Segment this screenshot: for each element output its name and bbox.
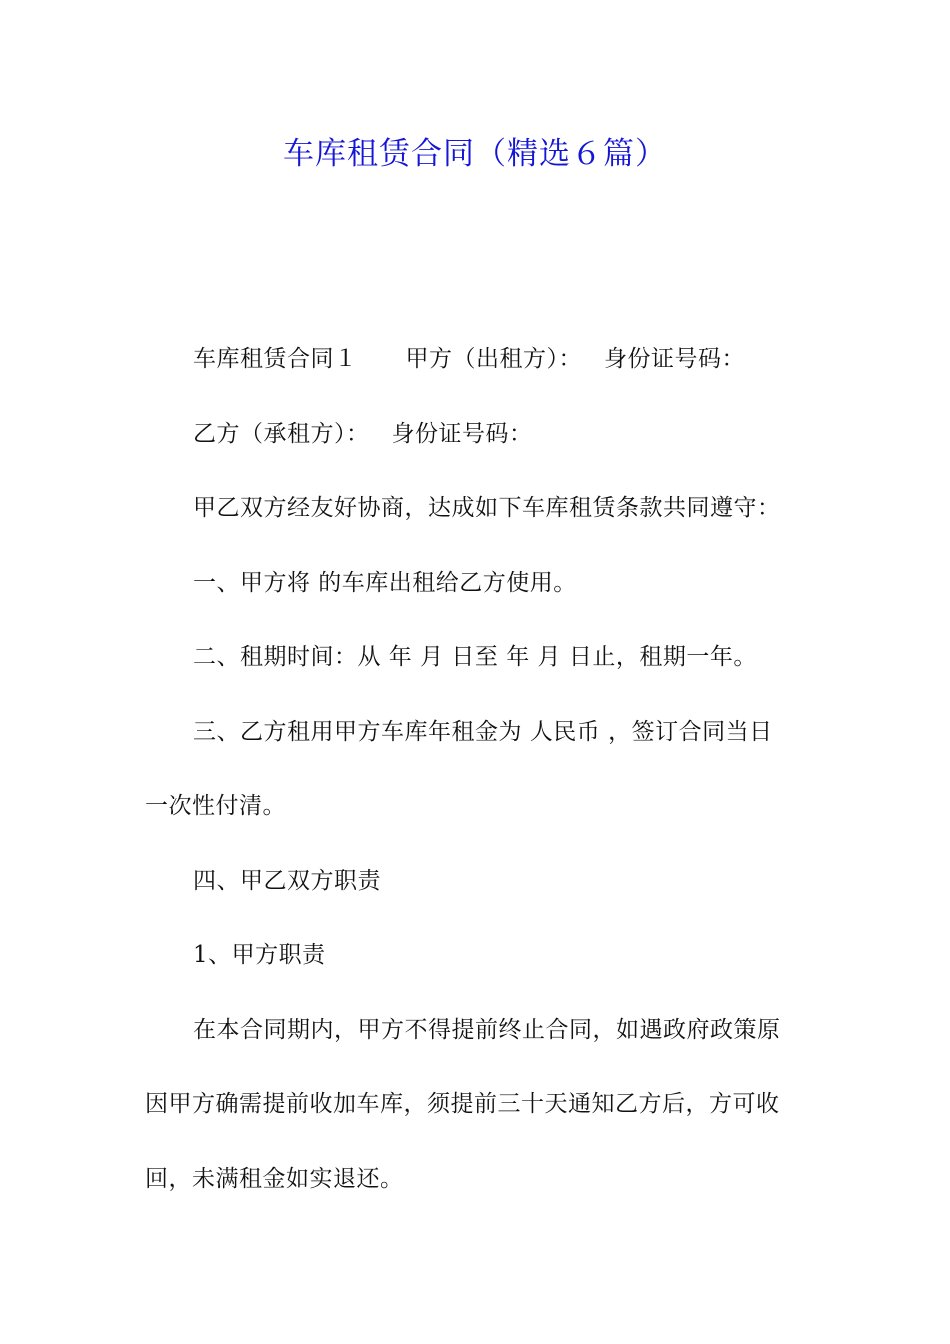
paragraph: 四、甲乙双方职责 — [193, 867, 381, 894]
party-b-id-label: 身份证号码： — [391, 420, 533, 447]
party-a-label: 甲方（出租方）： — [405, 346, 582, 372]
document-body — [145, 336, 807, 1230]
header-line — [145, 336, 807, 411]
paragraph-continuation: 一次性付清。 — [145, 793, 286, 819]
paragraph-continuation: 因甲方确需提前收加车库，须提前三十天通知乙方后，方可收 — [145, 1091, 780, 1117]
paragraph: 一、甲方将 的车库出租给乙方使用。 — [193, 569, 577, 596]
paragraph-continuation: 回，未满租金如实退还。 — [145, 1165, 404, 1192]
section-heading: 车库租赁合同１ — [193, 346, 358, 372]
paragraph: 二、租期时间：从 年 月 日至 年 月 日止，租期一年。 — [193, 644, 757, 670]
party-a-id-label: 身份证号码： — [604, 346, 745, 372]
paragraph: 在本合同期内，甲方不得提前终止合同，如遇政府政策原 — [193, 1016, 781, 1043]
party-b-label: 乙方（承租方）： — [193, 420, 370, 447]
party-b-line — [145, 411, 807, 486]
paragraph: 1、甲方职责 — [193, 942, 326, 968]
document-title: 车库租赁合同（精选６篇） — [283, 136, 667, 172]
paragraph: 甲乙双方经友好协商，达成如下车库租赁条款共同遵守： — [193, 495, 781, 521]
paragraph: 三、乙方租用甲方车库年租金为 人民币 ，签订合同当日 — [193, 718, 773, 745]
